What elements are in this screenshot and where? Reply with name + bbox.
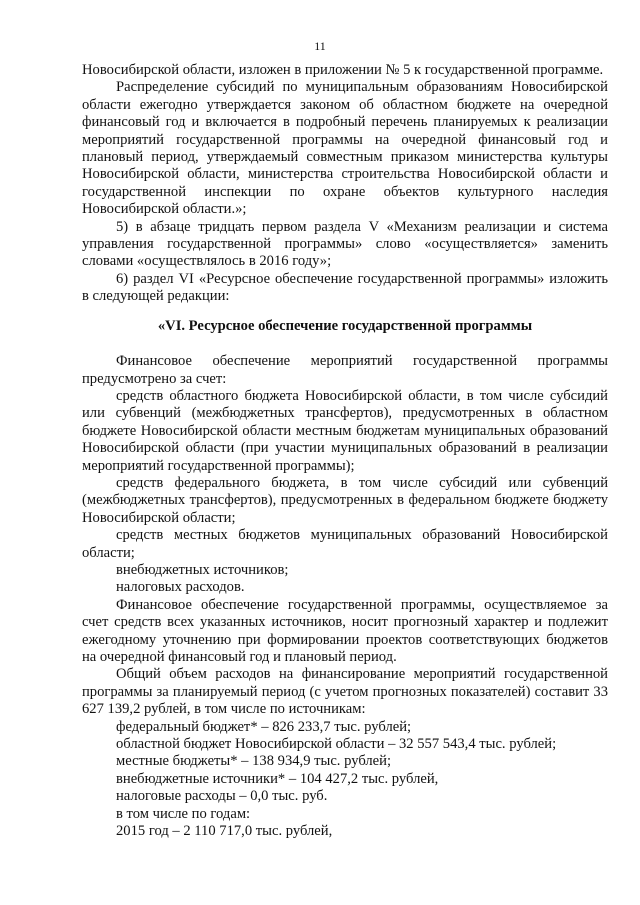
paragraph: Общий объем расходов на финансирование мероприятий государственной программы за планируемый период (с учетом прогнозных показателей) составит 33 627 139,2 рублей, в том числе по источникам: xyxy=(82,666,608,718)
funding-line: 2015 год – 2 110 717,0 тыс. рублей, xyxy=(116,823,333,840)
section-heading: «VI. Ресурсное обеспечение государственной программы xyxy=(157,317,533,334)
paragraph: средств федерального бюджета, в том числе субсидий или субвенций (межбюджетных трансфертов), предусмотренных в федеральном бюджете бюджету Новосибирской области; xyxy=(82,474,608,526)
paragraph: 6) раздел VI «Ресурсное обеспечение государственной программы» изложить в следующей редакции: xyxy=(82,270,608,305)
funding-line: внебюджетные источники* – 104 427,2 тыс. рублей, xyxy=(116,770,439,787)
paragraph: внебюджетных источников; xyxy=(116,561,289,578)
page-number: 11 xyxy=(314,39,326,53)
spacer xyxy=(82,335,608,353)
funding-line: федеральный бюджет* – 826 233,7 тыс. рублей; xyxy=(116,718,412,735)
document-text xyxy=(82,62,608,840)
funding-line: местные бюджеты* – 138 934,9 тыс. рублей; xyxy=(116,753,392,770)
paragraph: средств областного бюджета Новосибирской области, в том числе субсидий или субвенций (межбюджетных трансфертов), предусмотренных в областном бюджете Новосибирской области местным бюджетам муниципальных образований Новосибирской области (при участии муниципальных образований в реализации мероприятий государственной программы); xyxy=(82,387,608,474)
paragraph: Новосибирской области, изложен в приложении № 5 к государственной программе. xyxy=(82,62,604,78)
paragraph: налоговых расходов. xyxy=(116,579,245,596)
paragraph: Финансовое обеспечение государственной программы, осуществляемое за счет средств всех указанных источников, носит прогнозный характер и подлежит ежегодному уточнению при формировании проектов соответствующих бюджетов на очередной финансовый год и плановый период. xyxy=(82,596,608,665)
paragraph: 5) в абзаце тридцать первом раздела V «Механизм реализации и система управления государственной программы» слово «осуществляется» заменить словами «осуществлялось в 2016 году»; xyxy=(82,218,608,270)
paragraph: Распределение субсидий по муниципальным образованиям Новосибирской области ежегодно утверждается законом об областном бюджете на очередной финансовый год и включается в подробный перечень планируемых к реализации мероприятий государственной программы на очередной финансовый год и плановый период, утверждаемый совместным приказом министерства культуры Новосибирской области, министерства строительства Новосибирской области и государственной инспекции по охране объектов культурного наследия Новосибирской области.»; xyxy=(82,79,608,218)
funding-line: налоговые расходы – 0,0 тыс. руб. xyxy=(116,788,328,805)
funding-line: областной бюджет Новосибирской области – 32 557 543,4 тыс. рублей; xyxy=(116,736,557,753)
paragraph: средств местных бюджетов муниципальных образований Новосибирской области; xyxy=(82,527,608,561)
funding-line: в том числе по годам: xyxy=(116,805,251,822)
paragraph: Финансовое обеспечение мероприятий государственной программы предусмотрено за счет: xyxy=(82,353,608,387)
